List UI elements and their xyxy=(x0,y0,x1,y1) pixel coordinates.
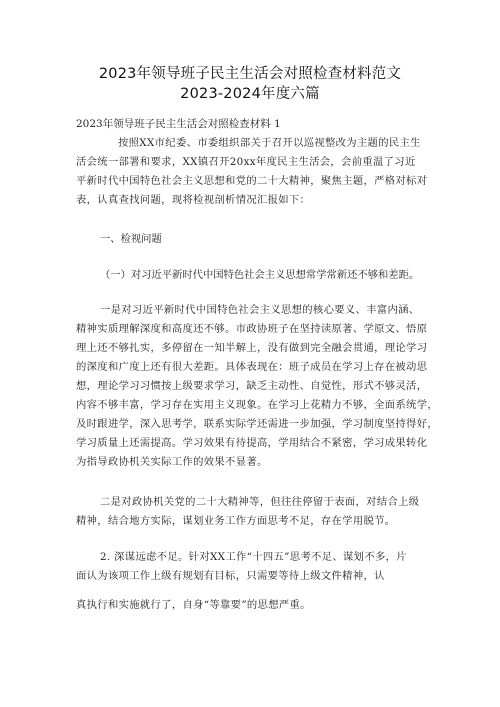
para1-line-1: 一是对习近平新时代中国特色社会主义思想的核心要义、丰富内涵、 xyxy=(100,304,420,316)
section-heading: 一、检视问题 xyxy=(100,233,162,245)
subsection-heading: （一）对习近平新时代中国特色社会主义思想常学常新还不够和差距。 xyxy=(100,269,420,281)
para1-line-6: 内容不够丰富，学习存在实用主义现象。在学习上花精力不够，全面系统学， xyxy=(76,399,438,411)
para1-line-8: 学习质量上还需提高。学习效果有待提高，学用结合不紧密，学习成果转化 xyxy=(76,437,428,449)
intro-line-3: 平新时代中国特色社会主义思想和党的二十大精神，聚焦主题，严格对标对 xyxy=(76,175,428,187)
para3-line-3: 真执行和实施就行了，自身“等靠要”的思想严重。 xyxy=(76,599,311,611)
para1-line-7: 及时跟进学，深入思考学，联系实际学还需进一步加强，学习制度坚持得好， xyxy=(76,418,438,430)
intro-line-1: 按照XX市纪委、市委组织部关于召开以巡视整改为主题的民主生 xyxy=(118,137,421,149)
para2-line-2: 精神，结合地方实际，谋划业务工作方面思考不足，存在学用脱节。 xyxy=(76,515,396,527)
para1-line-3: 理上还不够扎实，多停留在一知半解上，没有做到完全融会贯通，理论学习 xyxy=(76,342,428,354)
para1-line-4: 的深度和广度上还有很大差距。具体表现在：班子成员在学习上存在被动思 xyxy=(76,361,428,373)
para1-line-9: 为指导政协机关实际工作的效果不显著。 xyxy=(76,456,268,468)
para1-line-2: 精神实质理解深度和高度还不够。市政协班子在坚持读原著、学原文、悟原 xyxy=(76,323,428,335)
document-title-line2: 2023-2024年度六篇 xyxy=(180,86,320,102)
intro-line-2: 活会统一部署和要求，XX镇召开20xx年度民主生活会，会前重温了习近 xyxy=(76,156,416,168)
para3-line-1: 2. 深谋远虑不足。针对XX工作“十四五”思考不足、谋划不多，片 xyxy=(100,551,407,563)
para1-line-5: 想，理论学习习惯按上级要求学习，缺乏主动性、自觉性，形式不够灵活， xyxy=(76,380,428,392)
para2-line-1: 二是对政协机关党的二十大精神等，但往往停留于表面，对结合上级 xyxy=(100,496,420,508)
para3-line-2: 面认为该项工作上级有规划有目标，只需要等待上级文件精神，认 xyxy=(76,570,385,582)
intro-line-4: 表，认真查找问题，现将检视剖析情况汇报如下： xyxy=(76,194,311,206)
document-subheading: 2023年领导班子民主生活会对照检查材料 1 xyxy=(76,118,281,130)
document-title-line1: 2023年领导班子民主生活会对照检查材料范文 xyxy=(98,66,402,82)
